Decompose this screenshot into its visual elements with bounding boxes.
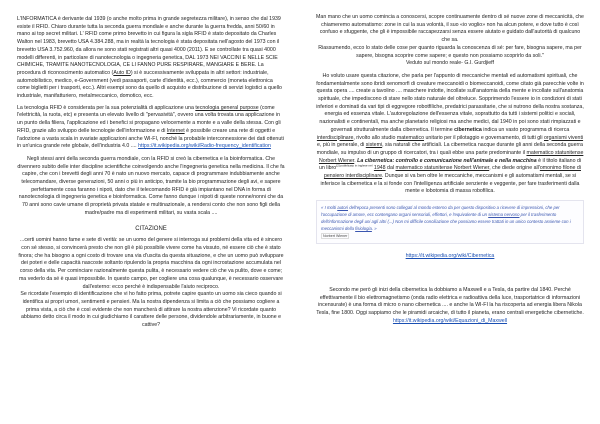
quote-summary: Riassumendo, ecco lo stato delle cose per quanto riguarda la conoscenza di sé: per fare, bisogna sapere, ma per sapere, bisogna scoprire come sapere; e questo non possiamo scoprirlo da soli."	[318, 44, 582, 59]
footnote-ref[interactable]: [2] pubblicato in inglese nel	[336, 163, 373, 168]
text-segment: per il trasferimento dell'informazione degli uni agli altri (...) Non mi difficile conciliazione che possiamo essere trattati in un unico contesto assieme con i meccanismi della	[321, 212, 571, 232]
inline-link[interactable]: omonimo filone di pensiero interdisciplinare	[323, 165, 581, 180]
bold-text: cibernetica	[454, 126, 482, 133]
text-segment: « I molti	[321, 205, 338, 211]
quote-paragraph-2: Se ricordate l'esempio di identificazione che vi ho fatto prima, potrete capire quanto un uomo sia cieco quando si identifica ai propri umori, sentimenti e pensieri. Ma la nostra dipendenza si limita a ciò che possiamo cogliere a prima vista, a ciò che è così evidente che non mancherà di attirare la nostra attenzione? Vi ricordate quanto abbiamo detto circa il modo in cui giudichiamo il carattere delle persone, dividendole arbitrariamente, in buone e cattive?	[20, 291, 282, 329]
wiener-quote-source: Norbert Wiener	[323, 234, 348, 239]
paragraph-maxwell-tesla: Secondo me però gli inizi della cibernetica la dobbiamo a Maxwell e a Tesla, da partire dal 1840. Perché effettivamente il bio elettromagnetismo (onda radio elettrica e radioattiva della luce, trasportatrice di informazioni incensurate) è una forma di micro o nano cibernetica .... e anche la WI-FI la ha riscoperta ad energia libera Nikola Tesla, fine 1800. Oggi sappiamo che le piramidi arcaiche, di tutto il pianeta, erano centrali energetiche cibernetiche.	[316, 286, 584, 316]
inline-link[interactable]: sistema nervoso	[488, 212, 520, 218]
inline-link[interactable]: autori	[337, 205, 348, 211]
left-column	[17, 16, 285, 334]
quote-paragraph: ...certi uomini hanno fame e sete di verità: se un uomo del genere si interroga sui problemi della vita ed è sincero con sé stesso, si convincerà presto che non gli è più possibile vivere come ha vissuto, né essere ciò che è stato finora; che ha bisogno a ogni costo di trovare una via d'uscita da questa situazione, e che un uomo può sviluppare dei poteri e delle capacità nascoste soltanto ripulendo la propria macchina da ogni incrostazione accumulata nel corso della vita. Per cominciare razionalmente questa pulita, è necessario vedere ciò che va pulito, dove e come; ma vederlo da sé è quasi impossibile. In questo campo, per cogliere una cosa qualunque, è necessario osservare dall'esterno: ecco perché è indispensabile l'aiuto reciproco.	[18, 237, 284, 290]
text-segment: , sia naturali che artificiali. La cibernetica nacque durante gli anni della seconda guerra mondiale, su impulso di un gruppo di ricercatori, tra i quali ebbe una parte predominante il	[316, 142, 583, 156]
inline-link[interactable]: Internet	[166, 127, 185, 134]
inline-link[interactable]: matematico	[396, 134, 425, 141]
link-wikipedia-cibernetica[interactable]: https://it.wikipedia.org/wiki/Cibernetica	[405, 253, 495, 260]
paragraph-cybernetics-origin: Negli stessi anni della seconda guerra mondiale, con la RFID si creò la cibernetica e la bioinformatica. Che divennero subito delle inter discipline scientifiche coinvolgendo anche l'ingegneria genetica nella medicina. Il che fa capire, che con i brevetti degli anni 70 è nato un nuovo mercato, capace di programmare indubbiamente anche telecomandare, diverse generazioni, 50 anni o più in anticipo, tramite la bio programmazione degli avi, e sapere perfettamente cosa faranno i nipoti, dato che il telecomando RFID è già impiantano nel DNA in forma di nanotecnologia di ingegneria genetica e bioinformatica. Come fanno dunque i nipoti di queste nonne/nonni che da 70 anni sono cavie umane di proprietà privata statale e multinazionale, a rendersi conto che non sono figli della madre/padre ma di esperimenti militari, su vasta scala ....	[17, 155, 285, 216]
text-segment: indica un vasto programma di ricerca	[481, 126, 570, 133]
text-segment: unitario per il pilotaggio e governamento, di tutti gli	[424, 134, 544, 141]
inline-link[interactable]: Auto ID	[113, 69, 131, 76]
paragraph-cybernetics	[316, 73, 584, 196]
inline-link[interactable]: matematico statunitense Norbert Wiener	[395, 165, 490, 172]
inline-link[interactable]: interdisciplinare	[316, 134, 354, 141]
citation-heading: CITAZIONE	[135, 225, 167, 232]
inline-link[interactable]: organismi viventi	[543, 134, 584, 141]
inline-link[interactable]: fisiologia	[355, 226, 372, 232]
text-segment: , rivolto allo studio	[353, 134, 397, 141]
text-segment: . Dunque si va ben oltre le meccaniche, meccanismi e gli automatismi mentali, se si inferisce la cibernetica e la si fonde con l'intelligenza artificiale senziente e veggente, per fare trasferimenti dalla mente e lobotomia di massa robofilica.	[320, 173, 580, 195]
paragraph-rfid-technology	[17, 105, 285, 151]
quote-paragraph-3: Man mano che un uomo comincia a conoscersi, scopre continuamente dentro di sé nuove zone di meccanicità, che chiameremo automatismo: zone in cui la sua volontà, il suo «io voglio» non ha alcun potere, e dove tutto è così confuso e sfuggente, che gli è impossibile raccapezzarsi senza essere aiutato e guidato dall'autorità di qualcuno che sa.	[316, 14, 584, 44]
inline-link[interactable]: matematico statunitense Norbert Wiener	[318, 149, 584, 164]
inline-link[interactable]: tecnologia general purpose	[195, 104, 259, 111]
text-segment: , che diede origine all'	[489, 165, 540, 172]
link[interactable]: https://it.wikipedia.org/wiki/Radio-frequency_identification	[138, 143, 271, 150]
link-wikipedia-maxwell[interactable]: https://it.wikipedia.org/wiki/Equazioni_di_Maxwell	[392, 317, 508, 324]
quote-source: Veduto sul mondo reale- G.I. Gurdjieff	[405, 60, 495, 67]
text-segment: ) si è successivamente sviluppata in altri settori: industriale, automobilistico, medico, e-Government (vedi passaporti, carte d'identità, ecc.), commercio (moneta elettronica come biglietti per i trasporti, ecc.). Altri esempi sono da quello di acquisto e distribuzione di servizi logistici a quello industriale, manifatturiero, metalmeccanico, domotico, ecc.	[17, 69, 282, 100]
wiener-quote-text	[321, 205, 571, 231]
inline-link[interactable]: sistemi	[365, 142, 383, 149]
inline-link[interactable]: 1948	[373, 165, 386, 172]
text-segment: dell'epoca presenti sono collegati al mondo esterno da per questo dispositivo a ricevere di impressioni, che per l'occupazione di amore, ecc contengano organi sensoriali, effettori, e l'equivalente di un	[321, 205, 560, 218]
text-segment: (come l'elettricità, la ruota, etc) e presenta un elevato livello di "pervasività", ovvero una volta trovata una applicazione in un punto della filiera, l'applicazione ed i benefici si propagano velocemente a monte e a valle della stessa. Con gli RFID, grazie allo sviluppo delle tecnologie dell'informazione e di	[17, 104, 281, 134]
bold-text: La cibernetica: controllo e comunicazione nell'animale e nella macchina	[357, 157, 537, 164]
text-segment: .	[354, 157, 358, 164]
text-segment: dal	[385, 165, 396, 172]
text-segment: Ho voluto usare questa citazione, che parla per l'appunto di meccaniche mentali ed automatismi spirituali, che fondamentalmente sono ibridi xenomorfi di creature meccanoidi o biomeccanoidi, come citato già parecchie volte in questa opera .... create a tavolino .... maschere indotte, incollate sull'anatomia della mente e incollate sull'anatomia spirituale, che impediscono di stare nello stato naturale del oltreluce. Sopprimendo l'essere io in condizioni di stati inferiori e dominati da vari tipi di eggregore robotfiliche, predatrici parassitarie, che si nutrono della nostra sostanza, energia ed essenza vitale. L'autoregolazione dell'essenza vitale, soprattutto da tutti i sistemi politici e sociali, nazionalisti e continentali, ma anche planetario religiosi ma anche medici, dal 1940 in poi sono stati rimpiazzati e governati strutturalmente dalla cibernetica. Il termine	[316, 72, 584, 133]
paragraph-rfid-history	[17, 16, 285, 101]
text-segment: è il titolo italiano di un libro	[319, 157, 582, 172]
text-segment: e, più in generale, di	[317, 142, 366, 149]
text-segment: La tecnologia RFID è considerata per la sua potenzialità di applicazione una	[17, 104, 196, 111]
right-column	[316, 14, 584, 329]
text-segment: è possibile creare una rete di oggetti e l'adozione a vasta scala in svariate applicazioni anche WI-FI, nonché la probabile interconnessione dei dati ottenuti in un'unica grande rete globale, dell'industria 4.0 ....	[17, 127, 284, 150]
text-segment: . »	[371, 226, 377, 232]
text-segment: L'INFORMATICA è derivante dal 1939 (o anche molto prima in grande segretezza militare), in senso che dal 1939 esiste il RFID. Chiaro durante tutta la seconda guerra mondiale e anche durante la guerra fredda, anni 50/60 in mano ai top secret militari. L' RFID come primo brevetto in cui figura la sigla RFID è stato depositato da Charles Walton nel 1983, brevetto USA 4.384.288, ma in realtà la tecnologia è stata depositata nell'agosto del 1973 con il brevetto USA 3.752.960, da allora ne sono stati registrati altri quasi 4000 (2011). E se controllate tra quasi 4000 modelli differenti, in particolare di nanotecnologia o ingegneria genetica, DAL 1973 NEI VACCINI E NELLE SCIE CHIMICHE, TRAMITE NANOTECNOLOGIA, CE LI FANNO PURE RESPIRARE, MANGIARE E BERE. La procedura di riconoscimento automatico (	[17, 16, 281, 76]
wiener-quote-box	[316, 200, 584, 244]
